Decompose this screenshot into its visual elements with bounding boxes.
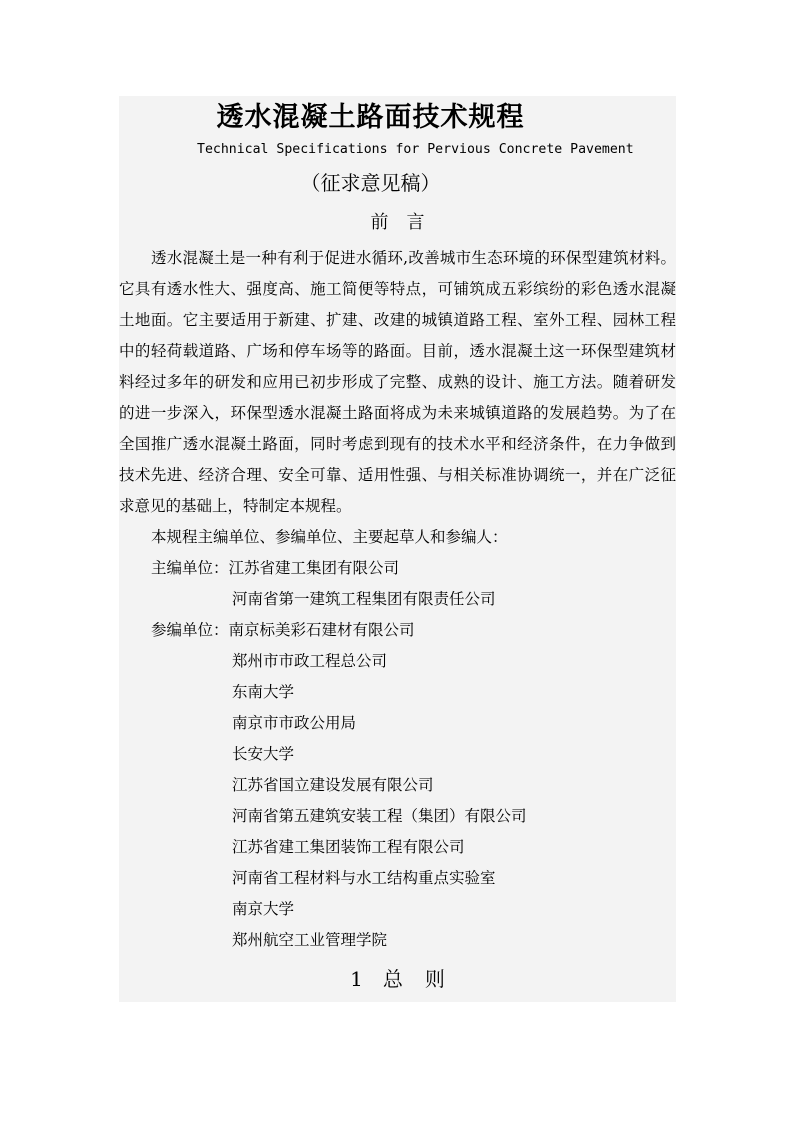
- document-title: 透水混凝土路面技术规程: [216, 102, 525, 133]
- preface-body: [119, 243, 676, 956]
- participating-unit: 河南省工程材料与水工结构重点实验室: [232, 869, 496, 887]
- participating-unit: 郑州航空工业管理学院: [232, 931, 388, 949]
- chief-units-label: 主编单位：: [151, 559, 229, 577]
- participating-unit: 长安大学: [232, 745, 295, 763]
- preface-paragraph: 透水混凝土是一种有利于促进水循环,改善城市生态环境的环保型建筑材料。它具有透水性大、强度高、施工简便等特点，可铺筑成五彩缤纷的彩色透水混凝土地面。它主要适用于新建、扩建、改建的城镇道路工程、室外工程、园林工程中的轻荷载道路、广场和停车场等的路面。目前，透水混凝土这一环保型建筑材料经过多年的研发和应用已初步形成了完整、成熟的设计、施工方法。随着研发的进一步深入，环保型透水混凝土路面将成为未来城镇道路的发展趋势。为了在全国推广透水混凝土路面，同时考虑到现有的技术水平和经济条件，在力争做到技术先进、经济合理、安全可靠、适用性强、与相关标准协调统一，并在广泛征求意见的基础上，特制定本规程。: [119, 249, 676, 515]
- chief-unit: 河南省第一建筑工程集团有限责任公司: [232, 590, 496, 608]
- preface-heading: 前言: [370, 212, 443, 233]
- participating-unit: 江苏省国立建设发展有限公司: [232, 776, 434, 794]
- document-body: [119, 96, 676, 1002]
- participating-units-label: 参编单位：: [151, 621, 229, 639]
- participating-unit: 南京标美彩石建材有限公司: [228, 621, 415, 639]
- units-intro: 本规程主编单位、参编单位、主要起草人和参编人：: [151, 528, 508, 546]
- chapter-title-char: 则: [424, 967, 445, 991]
- participating-unit: 东南大学: [232, 683, 295, 701]
- participating-unit: 郑州市市政工程总公司: [232, 652, 388, 670]
- chapter-title-char: 总: [382, 967, 403, 991]
- chief-unit-line: [119, 553, 676, 584]
- participating-unit: 南京大学: [232, 900, 295, 918]
- participating-unit-line: [119, 615, 676, 646]
- english-subtitle: Technical Specifications for Pervious Concrete Pavement: [197, 142, 634, 157]
- chapter-heading: [119, 966, 676, 992]
- chapter-number: 1: [350, 967, 363, 991]
- participating-unit: 南京市市政公用局: [232, 714, 357, 732]
- draft-note: （征求意见稿）: [300, 171, 441, 195]
- participating-unit: 河南省第五建筑安装工程（集团）有限公司: [232, 807, 527, 825]
- chief-unit: 江苏省建工集团有限公司: [228, 559, 400, 577]
- participating-unit: 江苏省建工集团装饰工程有限公司: [232, 838, 465, 856]
